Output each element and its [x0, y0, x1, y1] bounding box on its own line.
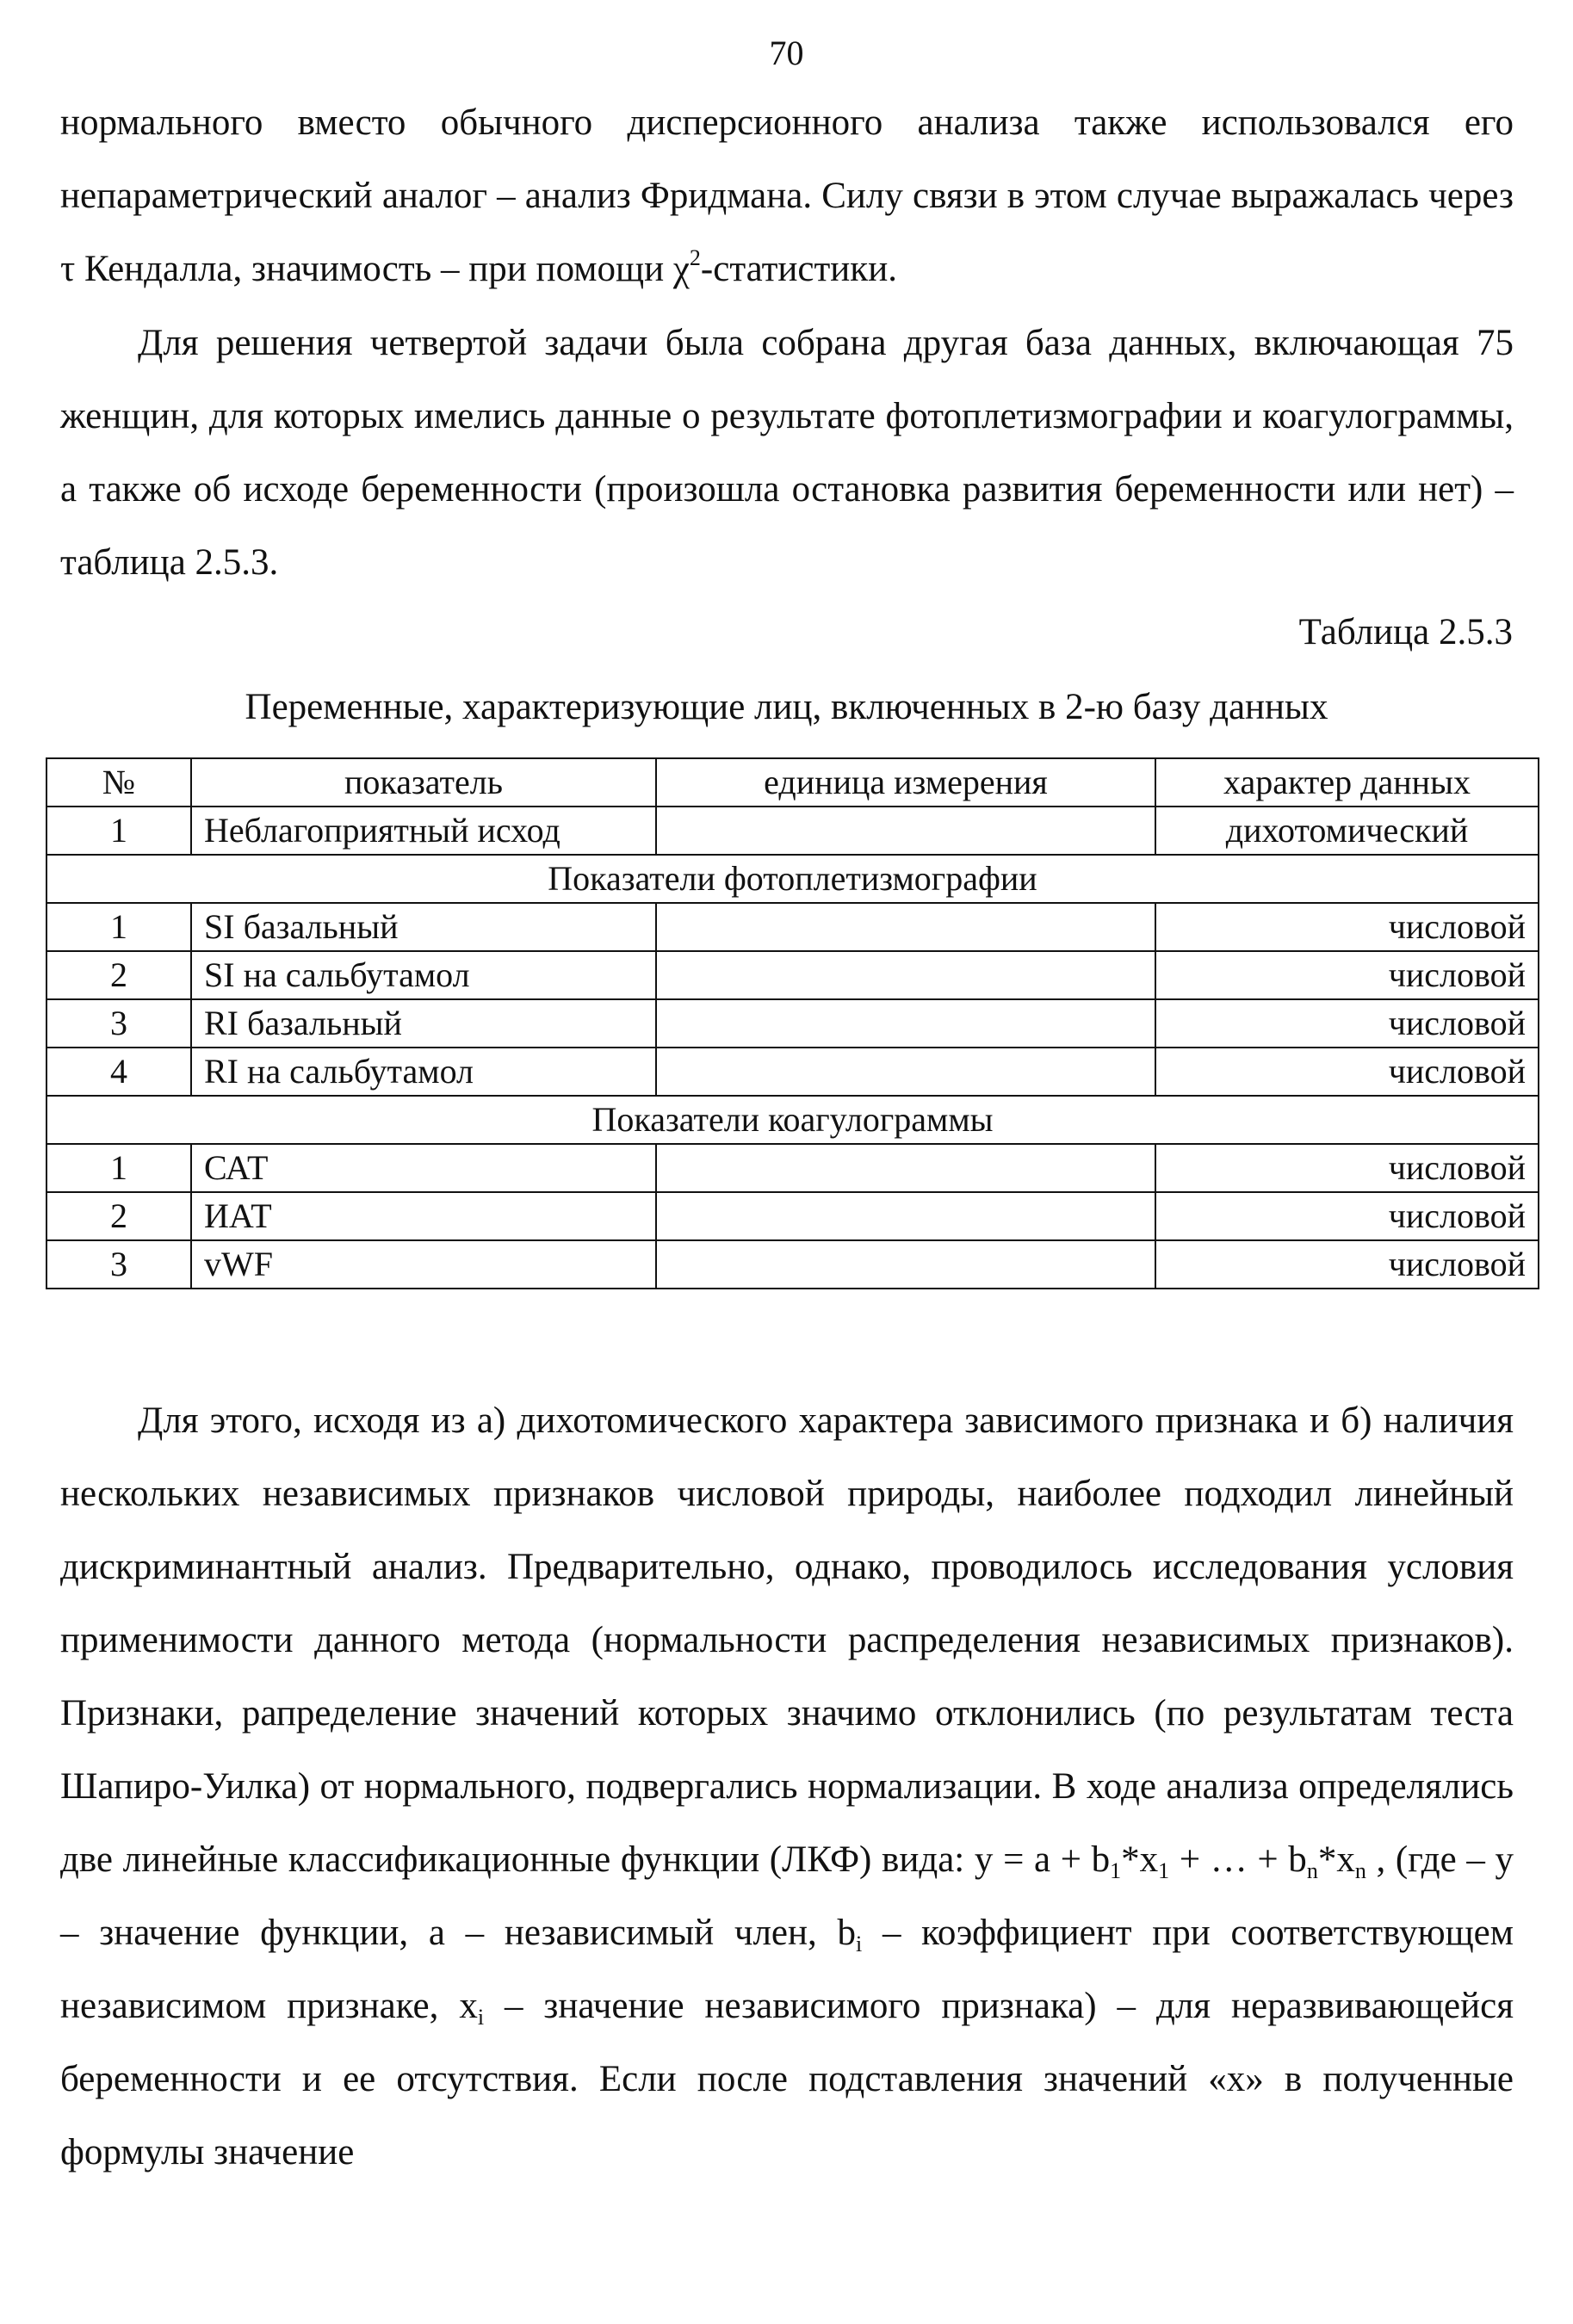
table-row: [46, 1240, 1539, 1289]
row-indicator: RI базальный: [191, 999, 656, 1048]
row-data-type: числовой: [1155, 951, 1539, 999]
row-unit: [656, 903, 1155, 951]
row-indicator: RI на сальбутамол: [191, 1048, 656, 1096]
row-data-type: числовой: [1155, 1192, 1539, 1240]
header-number: №: [46, 758, 191, 807]
header-unit: единица измерения: [656, 758, 1155, 807]
paragraph-2: Для решения четвертой задачи была собрана другая база данных, включающая 75 женщин, для которых имелись данные о результате фотоплетизмографии и коагулограммы, а также об исходе беременности (произошла остановка развития беременности или нет) – таблица 2.5.3.: [60, 323, 1514, 583]
row-data-type: числовой: [1155, 1240, 1539, 1289]
table-row: [46, 951, 1539, 999]
variables-table: [46, 757, 1539, 1289]
table-row: [46, 1144, 1539, 1192]
row-number: 3: [46, 999, 191, 1048]
table-row: [46, 807, 1539, 855]
row-unit: [656, 951, 1155, 999]
section-row-photoplethysmography: [46, 855, 1539, 903]
paragraph-3: [60, 1384, 1514, 2189]
section-row-coagulogram: [46, 1096, 1539, 1144]
paragraph-3-text: – коэффициент при соответствующем независимом признаке, x: [60, 1913, 1514, 2026]
row-number: 1: [46, 903, 191, 951]
formula-subscript: n: [1306, 1858, 1318, 1883]
row-indicator: САТ: [191, 1144, 656, 1192]
row-indicator: vWF: [191, 1240, 656, 1289]
table-row: [46, 1048, 1539, 1096]
paragraph-1-tail: -статистики.: [700, 249, 897, 289]
row-unit: [656, 999, 1155, 1048]
table-label: Таблица 2.5.3: [1298, 612, 1513, 652]
row-unit: [656, 1144, 1155, 1192]
formula-subscript: i: [855, 1932, 863, 1956]
row-indicator: ИАТ: [191, 1192, 656, 1240]
row-data-type: числовой: [1155, 1144, 1539, 1192]
row-data-type: числовой: [1155, 903, 1539, 951]
row-number: 3: [46, 1240, 191, 1289]
paragraph-3-tail: – значение независимого признака) – для неразвивающейся беременности и ее отсутствия. Если после подставления значений «x» в полученные формулы значение: [60, 1986, 1514, 2173]
table-caption: Переменные, характеризующие лиц, включенных в 2-ю базу данных: [245, 687, 1328, 727]
row-data-type: числовой: [1155, 1048, 1539, 1096]
row-number: 4: [46, 1048, 191, 1096]
paragraph-3-text: Для этого, исходя из а) дихотомического характера зависимого признака и б) наличия нескольких независимых признаков числовой природы, наиболее подходил линейный дискриминантный анализ. Предварительно, однако, проводилось исследования условия применимости данного метода (нормальности распределения независимых признаков). Признаки, рапределение значений которых значимо отклонились (по результатам теста Шапиро-Уилка) от нормального, подвергались нормализации. В ходе анализа определялись две линейные классификационные функции (ЛКФ) вида: y = a + b: [60, 1400, 1514, 1880]
row-number: 1: [46, 1144, 191, 1192]
row-indicator: Неблагоприятный исход: [191, 807, 656, 855]
row-number: 2: [46, 1192, 191, 1240]
formula-subscript: n: [1354, 1858, 1366, 1883]
formula-text: , (где – y – значение функции, a – независимый член, b: [60, 1839, 1514, 1953]
page-number: 70: [769, 34, 804, 72]
header-indicator: показатель: [191, 758, 656, 807]
row-unit: [656, 1192, 1155, 1240]
row-data-type: дихотомический: [1155, 807, 1539, 855]
row-number: 1: [46, 807, 191, 855]
formula-text: *x: [1121, 1839, 1159, 1880]
row-indicator: SI на сальбутамол: [191, 951, 656, 999]
section-title-photoplethysmography: Показатели фотоплетизмографии: [46, 855, 1539, 903]
paragraph-1: [60, 86, 1514, 306]
formula-subscript: 1: [1158, 1858, 1170, 1883]
section-title-coagulogram: Показатели коагулограммы: [46, 1096, 1539, 1144]
row-data-type: числовой: [1155, 999, 1539, 1048]
header-data-type: характер данных: [1155, 758, 1539, 807]
row-indicator: SI базальный: [191, 903, 656, 951]
row-unit: [656, 1048, 1155, 1096]
formula-subscript: 1: [1110, 1858, 1122, 1883]
chi-squared-exponent: 2: [689, 245, 701, 270]
formula-subscript: i: [477, 2005, 485, 2030]
row-unit: [656, 807, 1155, 855]
table-row: [46, 999, 1539, 1048]
table-row: [46, 903, 1539, 951]
row-number: 2: [46, 951, 191, 999]
table-header-row: [46, 758, 1539, 807]
formula-text: *x: [1317, 1839, 1355, 1880]
table-row: [46, 1192, 1539, 1240]
paragraph-1-text: нормального вместо обычного дисперсионного анализа также использовался его непараметрический аналог – анализ Фридмана. Силу связи в этом случае выражалась через τ Кендалла, значимость – при помощи χ: [60, 102, 1514, 289]
row-unit: [656, 1240, 1155, 1289]
formula-text: + … + b: [1169, 1839, 1307, 1880]
